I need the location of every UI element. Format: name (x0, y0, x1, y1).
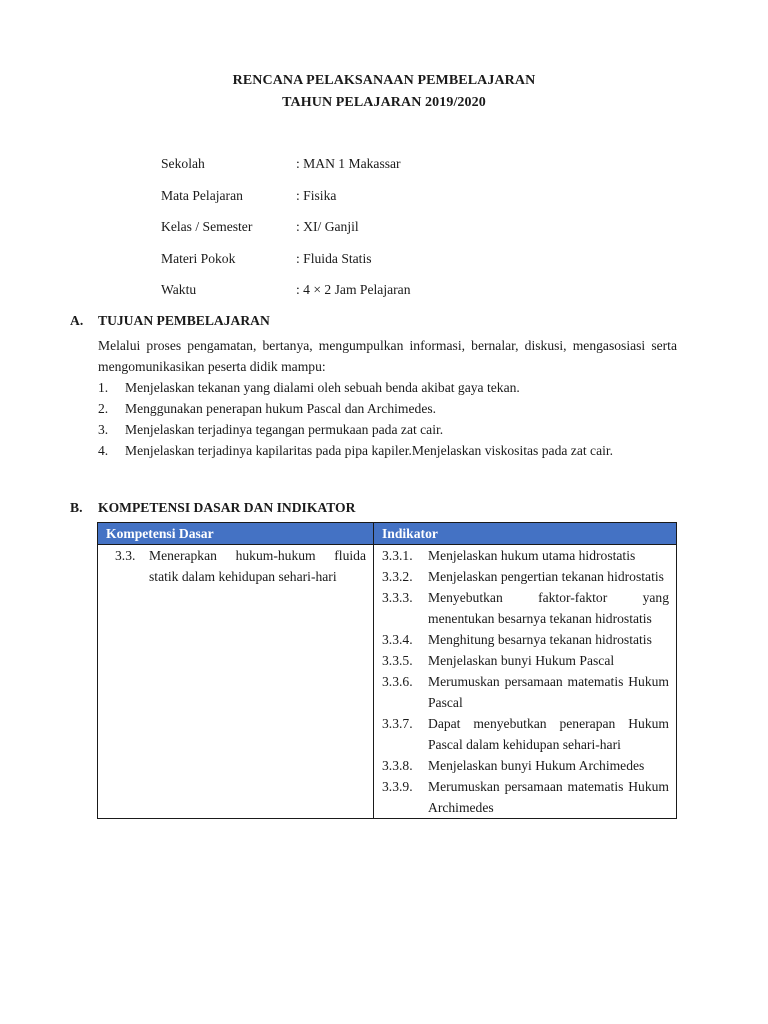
section-title: KOMPETENSI DASAR DAN INDIKATOR (98, 500, 356, 515)
identity-block (161, 156, 411, 314)
identity-label: Materi Pokok (161, 250, 236, 266)
identity-value: : Fluida Statis (296, 250, 372, 266)
indicator-number: 3.3.4. (382, 632, 413, 647)
list-item (98, 398, 677, 419)
column-header-kd: Kompetensi Dasar (98, 523, 374, 545)
table-row (98, 545, 677, 819)
indicator-item (382, 776, 669, 818)
indicator-item (382, 566, 669, 587)
identity-label: Mata Pelajaran (161, 187, 243, 203)
kd-number: 3.3. (115, 548, 136, 563)
section-competency (70, 500, 677, 522)
indicator-item (382, 650, 669, 671)
indicator-item (382, 671, 669, 713)
indicator-item (382, 629, 669, 650)
list-text: Menjelaskan tekanan yang dialami oleh sebuah benda akibat gaya tekan. (125, 380, 520, 395)
identity-label: Kelas / Semester (161, 219, 253, 234)
identity-value: : MAN 1 Makassar (296, 156, 401, 171)
list-number: 1. (98, 380, 109, 395)
list-item (98, 440, 677, 461)
section-objectives (70, 313, 677, 461)
kd-cell (98, 545, 374, 819)
section-title: TUJUAN PEMBELAJARAN (98, 313, 270, 328)
indicator-number: 3.3.5. (382, 653, 413, 668)
indicator-number: 3.3.6. (382, 674, 413, 689)
indicator-text: Menjelaskan pengertian tekanan hidrostatis (428, 569, 664, 584)
indicator-text: Merumuskan persamaan matematis Hukum Pascal (428, 674, 669, 710)
section-heading (70, 500, 677, 522)
document-subtitle: TAHUN PELAJARAN 2019/2020 (282, 95, 486, 110)
section-letter: B. (70, 500, 83, 515)
indicator-number: 3.3.1. (382, 548, 413, 563)
indicator-number: 3.3.3. (382, 590, 413, 605)
indicator-text: Merumuskan persamaan matematis Hukum Archimedes (428, 779, 669, 815)
column-header-indicator: Indikator (374, 523, 677, 545)
indicator-item (382, 755, 669, 776)
list-item (98, 419, 677, 440)
indicator-number: 3.3.2. (382, 569, 413, 584)
identity-value: : 4 × 2 Jam Pelajaran (296, 282, 411, 297)
indicator-item (382, 545, 669, 566)
identity-value: : XI/ Ganjil (296, 219, 359, 234)
identity-row (161, 219, 411, 251)
list-number: 3. (98, 422, 109, 437)
section-letter: A. (70, 313, 84, 328)
objectives-intro: Melalui proses pengamatan, bertanya, mengumpulkan informasi, bernalar, diskusi, mengasosiasi serta mengomunikasikan peserta didik mampu: (98, 338, 677, 374)
indicator-item (382, 587, 669, 629)
list-text: Menggunakan penerapan hukum Pascal dan Archimedes. (125, 401, 437, 416)
identity-label: Waktu (161, 282, 197, 297)
indicator-item (382, 713, 669, 755)
identity-row (161, 156, 411, 188)
identity-row (161, 251, 411, 283)
list-item (98, 377, 677, 398)
identity-label: Sekolah (161, 156, 205, 171)
indicator-cell (374, 545, 677, 819)
list-text: Menjelaskan terjadinya kapilaritas pada pipa kapiler.Menjelaskan viskositas pada zat cair. (125, 443, 614, 458)
list-number: 4. (98, 443, 109, 458)
identity-row (161, 282, 411, 314)
list-number: 2. (98, 401, 109, 416)
indicator-text: Menyebutkan faktor-faktor yang menentukan besarnya tekanan hidrostatis (428, 590, 669, 626)
indicator-number: 3.3.8. (382, 758, 413, 773)
identity-value: : Fisika (296, 187, 337, 203)
indicator-text: Menjelaskan hukum utama hidrostatis (428, 548, 636, 563)
indicator-text: Menghitung besarnya tekanan hidrostatis (428, 632, 652, 647)
indicator-text: Dapat menyebutkan penerapan Hukum Pascal dalam kehidupan sehari-hari (428, 716, 669, 752)
section-body (98, 335, 677, 461)
kd-text: Menerapkan hukum-hukum fluida statik dalam kehidupan sehari-hari (149, 548, 366, 584)
indicator-number: 3.3.9. (382, 779, 413, 794)
indicator-number: 3.3.7. (382, 716, 413, 731)
document-title: RENCANA PELAKSANAAN PEMBELAJARAN (232, 73, 536, 88)
identity-row (161, 188, 411, 220)
indicator-text: Menjelaskan bunyi Hukum Archimedes (428, 758, 645, 773)
table-header-row (98, 523, 677, 545)
indicator-text: Menjelaskan bunyi Hukum Pascal (428, 653, 615, 668)
competency-table (97, 522, 677, 819)
list-text: Menjelaskan terjadinya tegangan permukaan pada zat cair. (125, 422, 444, 437)
section-heading (70, 313, 677, 335)
indicator-list (374, 545, 676, 818)
